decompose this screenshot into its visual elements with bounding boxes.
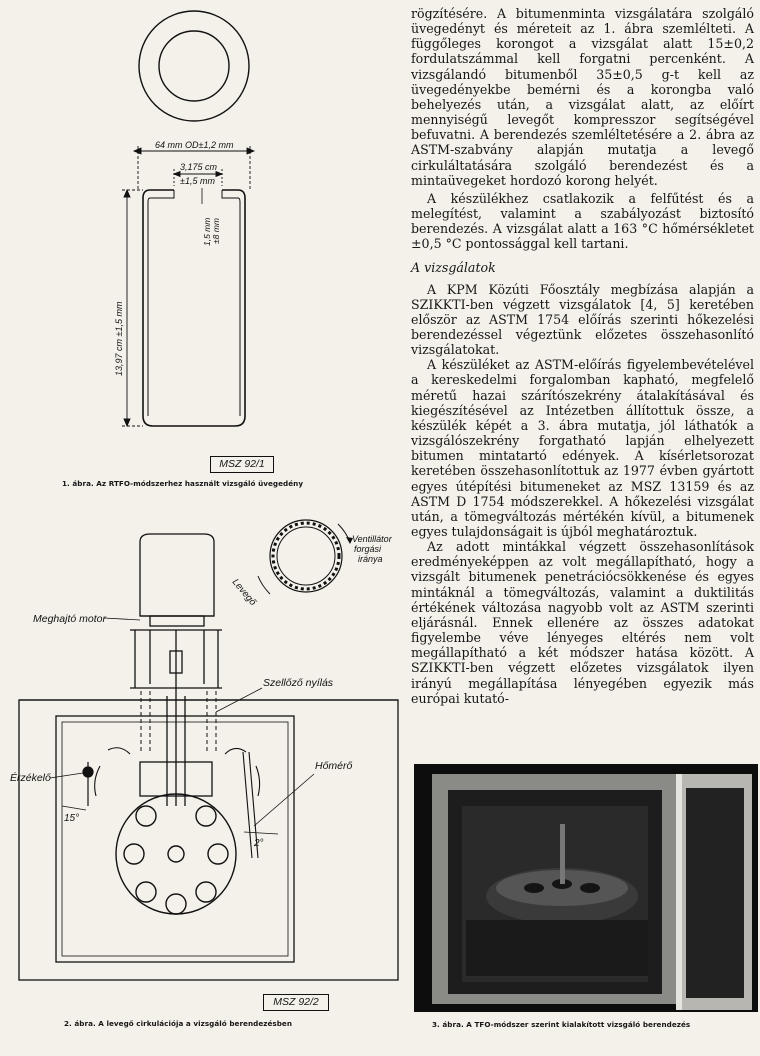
motor-label: Meghajtó motor	[33, 613, 106, 625]
sensor	[83, 762, 93, 806]
paragraph-3: A KPM Közúti Főosztály megbízása alapján a SZIKKTI-ben végzett vizsgálatok [4, 5] keretében először az ASTM 1754 előírás szerinti hőkezelési berendezéssel végeztünk előzetes összehasonlító vizsgálatokat.	[411, 281, 754, 358]
vessel-top-view	[139, 11, 249, 121]
paragraph-2: A készülékhez csatlakozik a felfűtést és a melegítést, valamint a szabályozást biztosító berendezés. A vizsgálat alatt a 163 °C hőmérsékletet ±0,5 °C pontossággal kell tartani.	[411, 190, 754, 252]
height-dimension	[122, 190, 143, 426]
angle-15-label: 15°	[64, 813, 80, 824]
figure-1-caption: 1. ábra. Az RTFO-módszerhez használt vizsgáló üvegedény	[62, 479, 304, 488]
vent-label: Szellőző nyílás	[263, 677, 334, 689]
section-heading: A vizsgálatok	[411, 259, 496, 275]
cabinet	[19, 700, 398, 980]
dim-neck-text: 3,175 cm	[180, 162, 218, 172]
vessel-side-view	[143, 190, 245, 426]
dim-lip2-text: ±8 mm	[211, 218, 221, 244]
figure-1-vessel-drawing	[98, 6, 294, 446]
fan-wheel	[270, 520, 342, 592]
air-flow-arrows	[95, 748, 260, 796]
drive-motor	[130, 534, 222, 806]
figure-2-stamp: MSZ 92/2	[263, 994, 329, 1011]
oven-photo-illustration	[414, 764, 758, 1012]
angle-marks	[62, 806, 278, 834]
dim-lip1-text: 1,5 mm	[202, 217, 212, 246]
thermometer-label: Hőmérő	[315, 760, 353, 772]
figure-2-caption: 2. ábra. A levegő cirkulációja a vizsgáló berendezésben	[64, 1019, 293, 1028]
air-label: Levegő	[229, 576, 259, 608]
figure-3-photo	[414, 764, 758, 1012]
figure-3-caption: 3. ábra. A TFO-módszer szerint kialakított vizsgáló berendezés	[432, 1020, 691, 1029]
dim-neck-tol-text: ±1,5 mm	[180, 176, 215, 186]
paragraph-4: A készüléket az ASTM-előírás figyelembevételével a kereskedelmi forgalomban kapható, megfelelő méretű hazai szárítószekrény átalakításával és kiegészítésével az Intézetben állítottuk össze, a készülék képét a 3. ábra mutatja, jól láthatók a vizsgálószekrény forgatható lapján elhelyezett bitumen mintatartó edények. A kísérletsorozat keretében összehasonlítottuk az 1977 évben gyártott egyes útépítési bitumeneket az MSZ 13159 és az ASTM D 1754 módszerekkel. A hőkezelési vizsgálat után, a tömegváltozás mértékén kívül, a bitumenek egyes tulajdonságait is újból meghatároztuk.	[411, 357, 754, 539]
sensor-label: Érzékelő	[10, 772, 51, 784]
figure-2-air-circulation-drawing	[0, 516, 410, 1006]
dim-height-text: 13,97 cm ±1,5 mm	[114, 301, 124, 376]
fan-direction-label: Ventillátor forgási iránya	[352, 534, 392, 564]
dim-width-text: 64 mm OD±1,2 mm	[155, 140, 234, 150]
body-text-column	[411, 6, 754, 706]
paragraph-5: Az adott mintákkal végzett összehasonlítások eredményeképpen az volt megállapítható, hogy a vizsgált bitumenek penetrációcsökkenése és egyes mintáknál a tömegváltozás, valamint a duktilitás értékének változása nagyobb volt az ASTM szerinti eljárásnál. Ennek ellenére az összes adatokat figyelembe véve lényeges eltérés nem volt megállapítható a két módszer hatása között. A SZIKKTI-ben végzett előzetes vizsgálatok ilyen irányú megállapítása lényegében egyezik más európai kutató-	[411, 539, 754, 706]
paragraph-1: rögzítésére. A bitumenminta vizsgálatára szolgáló üvegedényt és méreteit az 1. ábra szemlélteti. A függőleges korongot a vizsgálat alatt 15±0,2 fordulatszámmal kell forgatni percenként. A vizsgálandó bitumenből 35±0,5 g-t kell az üvegedényekbe bemérni és a korongba való behelyezés után, a vizsgálat alatt, az előírt mennyiségű levegőt kompresszor segítségével befuvatni. A berendezés szemléltetésére a 2. ábra az ASTM-szabvány alapján mutatja a levegő cirkuláltatására szolgáló berendezést és a mintaüvegeket hordozó korong helyét.	[411, 6, 754, 188]
angle-2-label: 2°	[254, 838, 264, 849]
figure-1-stamp: MSZ 92/1	[210, 456, 274, 473]
sample-disc	[116, 794, 236, 914]
